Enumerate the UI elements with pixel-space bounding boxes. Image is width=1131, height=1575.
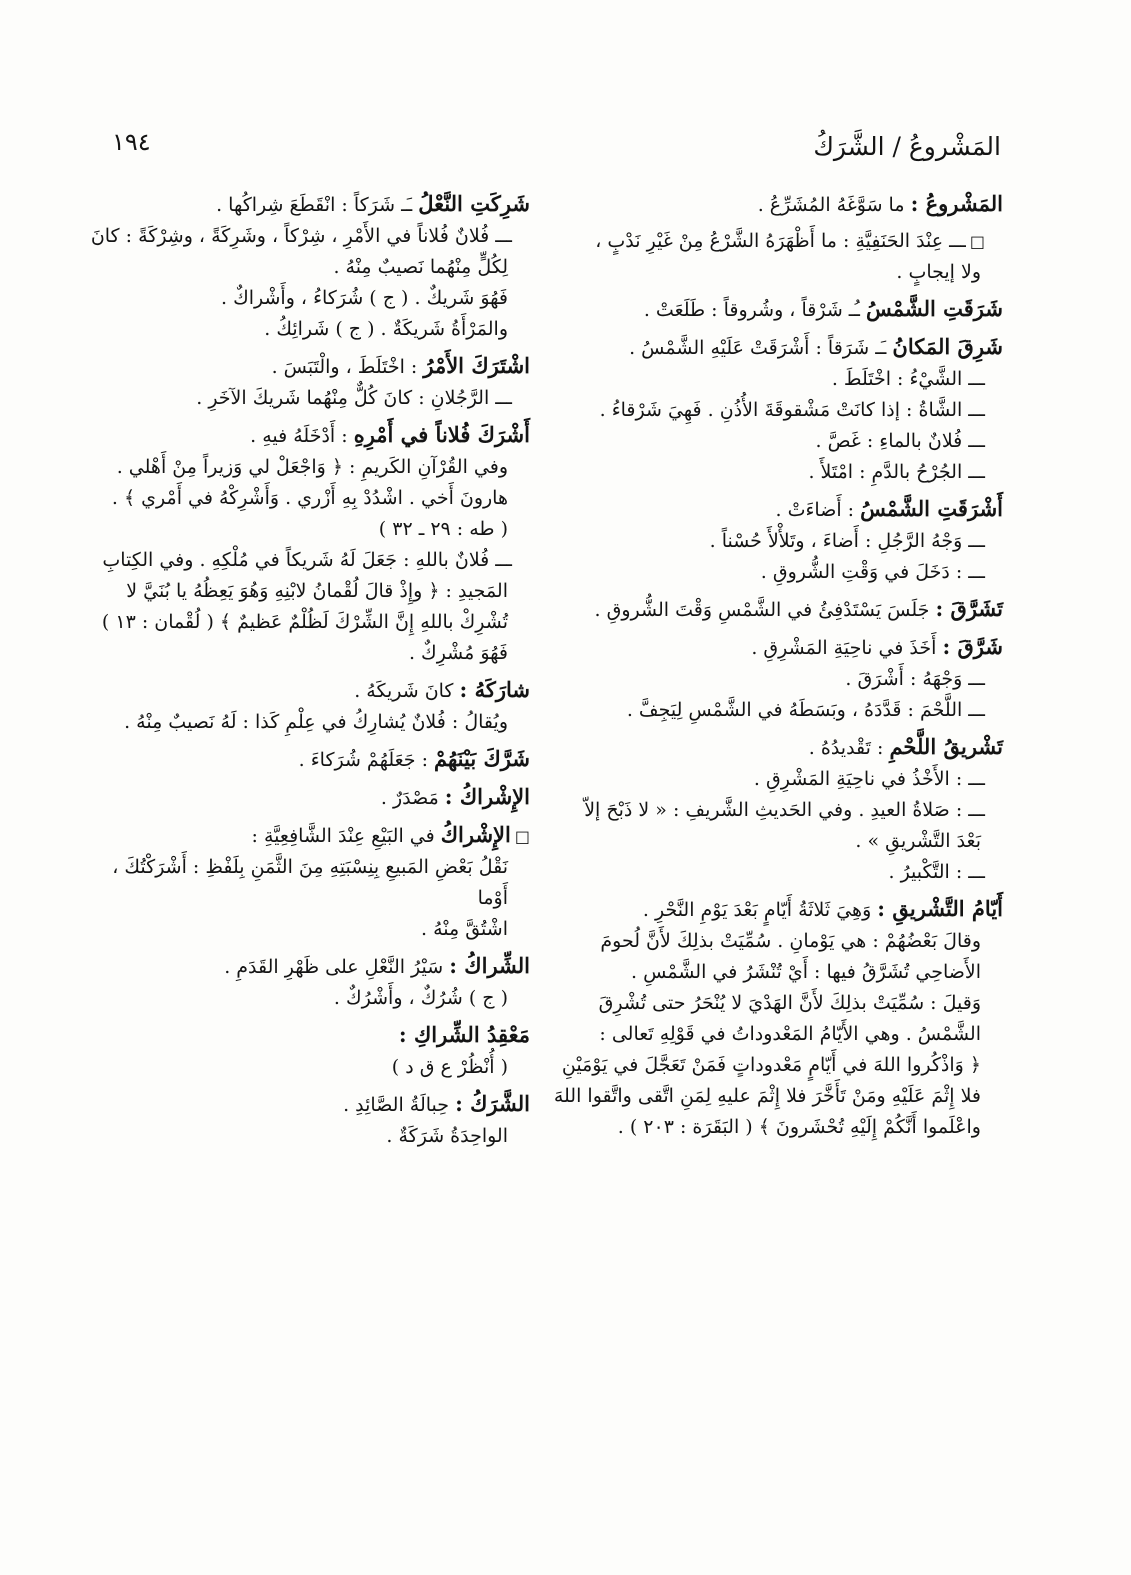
definition-text: ـــ عِنْدَ الحَنَفِيَّةِ : ما أَظْهَرَهُ الشَّرْعُ مِنْ غَيْرِ نَدْبٍ ، xyxy=(595,230,966,252)
definition-text: بَعْدَ التَّشْريقِ » . xyxy=(855,830,981,852)
entry-line xyxy=(78,350,530,383)
definition-text: ـــ : صَلاةُ العيدِ . وفي الحَديثِ الشَّريفِ : « لا ذَبْحَ إلاّ xyxy=(584,799,985,821)
entry-line xyxy=(78,852,530,914)
definition-text: ـــ اللَّحْمَ : قَدَّدَهُ ، وبَسَطَهُ في الشَّمْسِ لِيَجِفَّ . xyxy=(626,699,985,721)
entry-line xyxy=(78,1121,530,1152)
entry-line xyxy=(78,514,530,545)
definition-text: ـــ الشَّاةُ : إذا كانَتْ مَشْقوقَةَ الأُذُنِ . فَهِيَ شَرْقاءُ . xyxy=(599,399,985,421)
entry-line xyxy=(78,743,530,776)
page-header xyxy=(0,128,1131,172)
entry-line xyxy=(78,1052,530,1083)
entry-line xyxy=(78,383,530,414)
entry-line xyxy=(78,914,530,945)
entry-line xyxy=(78,483,530,514)
headword: الشِّراكُ : xyxy=(449,953,530,978)
dictionary-entry xyxy=(553,188,1003,221)
dictionary-entry xyxy=(553,493,1003,588)
entry-line xyxy=(78,1019,530,1052)
definition-text: ـــ الجُرْحُ بالدَّمِ : امْتَلأَ . xyxy=(808,461,985,483)
definition-text: ـــ فُلانٌ باللهِ : جَعَلَ لَهُ شَريكاً في مُلْكِهِ . وفي الكِتابِ xyxy=(102,549,512,571)
dictionary-entry xyxy=(78,188,530,345)
dictionary-entry xyxy=(78,743,530,776)
headword: الشَّرَكُ : xyxy=(455,1091,530,1116)
entry-line xyxy=(553,226,1003,257)
entry-line xyxy=(553,695,1003,726)
definition-text: كانَ شَريكَهُ . xyxy=(354,680,460,702)
definition-text: وفي القُرْآنِ الكَريمِ : ﴿ وَاجْعَلْ لي وَزيراً مِنْ أَهْلي . xyxy=(116,456,508,478)
headword: شَرِكَتِ النَّعْلُ xyxy=(418,191,530,216)
entry-line xyxy=(553,426,1003,457)
definition-text: مَصْدَرٌ . xyxy=(380,787,445,809)
definition-text: وَهِيَ ثَلاثَةُ أَيّامٍ بَعْدَ يَوْمِ النَّحْرِ . xyxy=(642,899,878,921)
dictionary-entry xyxy=(553,631,1003,726)
square-marker-icon: □ xyxy=(969,232,985,251)
entry-line xyxy=(553,664,1003,695)
dictionary-entry xyxy=(78,1019,530,1083)
dictionary-entry xyxy=(78,1088,530,1152)
definition-text: الواحِدَةُ شَرَكَةٌ . xyxy=(386,1125,508,1147)
definition-text: ـــ فُلانٌ فُلاناً في الأَمْرِ ، شِرْكاً ، وشَرِكَةً ، وشِرْكَةً : كانَ xyxy=(90,225,512,247)
entry-line xyxy=(553,526,1003,557)
headword: شَرَّقَ : xyxy=(942,634,1003,659)
definition-text: هارونَ أَخي . اشْدُدْ بِهِ أَزْري . وَأَشْرِكْهُ في أَمْري ﴾ . xyxy=(111,487,508,509)
headword: الإِشْراكُ : xyxy=(444,784,530,809)
entry-line xyxy=(78,781,530,814)
headword: أَشْرَكَ فُلاناً في أَمْرِهِ xyxy=(353,422,530,447)
definition-text: : تَقْديدُهُ . xyxy=(808,737,890,759)
definition-text: ـَـ شَرَقاً : أَشْرَقَتْ عَلَيْهِ الشَّمْسُ . xyxy=(629,337,893,359)
entry-line xyxy=(78,283,530,314)
entry-line xyxy=(553,957,1003,988)
definition-text: حِبالَةُ الصَّائِدِ . xyxy=(343,1094,456,1116)
entry-line xyxy=(553,293,1003,326)
entry-line xyxy=(553,988,1003,1019)
entry-line xyxy=(553,1019,1003,1050)
entry-line xyxy=(553,395,1003,426)
definition-text: أَخَذَ في ناحِيَةِ المَشْرِقِ . xyxy=(751,637,943,659)
definition-text: ـــ وَجْهُ الرَّجُلِ : أَضاءَ ، وتَلأْلأَ حُسْناً . xyxy=(709,530,985,552)
dictionary-entry xyxy=(78,419,530,669)
entry-line xyxy=(553,731,1003,764)
dictionary-entry xyxy=(78,674,530,738)
entry-line xyxy=(553,764,1003,795)
entry-line xyxy=(78,983,530,1014)
headword: المَشْروعُ : xyxy=(910,191,1003,216)
dictionary-entry xyxy=(553,731,1003,888)
definition-text: فَهُوَ مُشْرِكٌ . xyxy=(408,642,508,664)
headword: الإِشْراكُ xyxy=(440,822,511,847)
entry-line xyxy=(553,857,1003,888)
entry-line xyxy=(553,364,1003,395)
headword: شَرَقَتِ الشَّمْسُ xyxy=(865,296,1003,321)
entry-line xyxy=(553,593,1003,626)
definition-text: واعْلَموا أَنَّكُمْ إِلَيْهِ تُحْشَرونَ ﴾ ( البَقَرَة : ٢٠٣ ) . xyxy=(617,1116,981,1138)
page-number: ١٩٤ xyxy=(112,128,151,156)
entry-line xyxy=(553,926,1003,957)
definition-text: ـــ : دَخَلَ في وَقْتِ الشُّروقِ . xyxy=(760,561,985,583)
definition-text: فَهُوَ شَريكٌ . ( ج ) شُرَكاءُ ، وأَشْراكٌ . xyxy=(221,287,508,309)
entry-line xyxy=(78,1088,530,1121)
entry-line xyxy=(78,252,530,283)
entry-line xyxy=(78,545,530,576)
definition-text: الأَضاحِي تُشَرَّقُ فيها : أَيْ تُنْشَرُ في الشَّمْسِ . xyxy=(631,961,981,983)
definition-text: ( طه : ٢٩ ـ ٣٢ ) xyxy=(378,518,508,540)
entry-line xyxy=(553,1112,1003,1143)
definition-text: اشْتُقَّ مِنْهُ . xyxy=(421,918,508,940)
left-column xyxy=(78,188,530,1157)
definition-text: ـــ الشَّيْءُ : اخْتَلَطَ . xyxy=(831,368,985,390)
entry-line xyxy=(78,674,530,707)
entry-line xyxy=(553,631,1003,664)
dictionary-entry xyxy=(78,781,530,814)
entry-line xyxy=(78,607,530,638)
entry-line xyxy=(78,314,530,345)
headword: تَشْريقُ اللَّحْمِ xyxy=(889,734,1003,759)
definition-text: ـــ : الأَخْذُ في ناحِيَةِ المَشْرِقِ . xyxy=(753,768,985,790)
entry-line xyxy=(78,419,530,452)
headword: تَشَرَّقَ : xyxy=(935,596,1003,621)
definition-text: ( ج ) شُرُكٌ ، وأَشْرُكٌ . xyxy=(333,987,508,1009)
entry-line xyxy=(78,707,530,738)
definition-text: في البَيْعِ عِنْدَ الشَّافِعِيَّةِ : xyxy=(251,825,441,847)
entry-line xyxy=(78,638,530,669)
dictionary-entry xyxy=(78,950,530,1014)
definition-text: سَيْرُ النَّعْلِ على ظَهْرِ القَدَمِ . xyxy=(224,956,450,978)
definition-text: ما سَوَّغَهُ المُشَرِّعُ . xyxy=(757,194,911,216)
dictionary-entry xyxy=(553,226,1003,288)
entry-line xyxy=(78,221,530,252)
headword: شَرَّكَ بَيْنَهُمْ xyxy=(434,746,530,771)
definition-text: الشَّمْسُ . وهي الأَيّامُ المَعْدوداتُ في قَوْلِهِ تَعالى : xyxy=(599,1023,981,1045)
headword: أَشْرَقَتِ الشَّمْسُ xyxy=(860,496,1003,521)
entry-line xyxy=(553,826,1003,857)
entry-line xyxy=(553,1081,1003,1112)
definition-text: ـــ وَجْهَهُ : أَشْرَقَ . xyxy=(845,668,985,690)
headword: اشْتَرَكَ الأَمْرُ xyxy=(423,353,530,378)
definition-text: ـــ فُلانٌ بالماءِ : غَصَّ . xyxy=(815,430,985,452)
dictionary-entry xyxy=(553,331,1003,488)
definition-text: : جَعَلَهُمْ شُرَكاءَ . xyxy=(298,749,435,771)
entry-line xyxy=(78,452,530,483)
entry-line xyxy=(553,795,1003,826)
definition-text: والمَرْأَةُ شَريكَةٌ . ( ج ) شَرائِكُ . xyxy=(264,318,508,340)
definition-text: نَقْلُ بَعْضِ المَبيعِ بِنِسْبَتِهِ مِنَ الثَّمَنِ بِلَفْظِ : أَشْرَكْتُكَ ، أَوْما xyxy=(112,856,508,909)
definition-text: : أَدْخَلَهُ فيهِ . xyxy=(250,425,354,447)
dictionary-entry xyxy=(553,293,1003,326)
definition-text: ﴿ وَاذْكُروا اللهَ في أَيّامٍ مَعْدوداتٍ فَمَنْ تَعَجَّلَ في يَوْمَيْنِ xyxy=(561,1054,981,1076)
definition-text: ـُـ شَرْقاً ، وشُروقاً : طَلَعَتْ . xyxy=(643,299,866,321)
definition-text: ولا إيجابٍ . xyxy=(896,261,981,283)
entry-line xyxy=(553,331,1003,364)
definition-text: ويُقالُ : فُلانٌ يُشارِكُ في عِلْمِ كَذا : لَهُ نَصيبٌ مِنْهُ . xyxy=(124,711,508,733)
definition-text: : أَضاءَتْ . xyxy=(775,499,861,521)
definition-text: وقالَ بَعْضُهُمْ : هي يَوْمانِ . سُمِّيَتْ بذلِكَ لأَنَّ لُحومَ xyxy=(600,930,981,952)
entry-line xyxy=(78,188,530,221)
entry-line xyxy=(78,576,530,607)
headword: شارَكَهُ : xyxy=(459,677,530,702)
headword: أَيّامُ التَّشْريقِ : xyxy=(877,896,1003,921)
headword: مَعْقِدُ الشِّراكِ : xyxy=(398,1022,530,1047)
entry-line xyxy=(553,188,1003,221)
definition-text: فلا إِثْمَ عَلَيْهِ ومَنْ تَأَخَّرَ فلا إِثْمَ عليهِ لِمَنِ اتَّقى واتَّقوا اللهَ xyxy=(553,1085,981,1107)
definition-text: وَقيلَ : سُمِّيَتْ بذلِكَ لأَنَّ الهَدْيَ لا يُنْحَرُ حتى تُشْرِقَ xyxy=(598,992,981,1014)
entry-line xyxy=(553,257,1003,288)
definition-text: جَلَسَ يَسْتَدْفِئُ في الشَّمْسِ وَقْتَ الشُّروقِ . xyxy=(594,599,936,621)
definition-text: لِكُلٍّ مِنْهُما نَصيبٌ مِنْهُ . xyxy=(333,256,508,278)
square-marker-icon: □ xyxy=(514,827,530,846)
entry-line xyxy=(553,893,1003,926)
definition-text: المَجيدِ : ﴿ وإِذْ قالَ لُقْمانُ لابْنِهِ وَهُوَ يَعِظُهُ يا بُنَيَّ لا xyxy=(126,580,508,602)
entry-line xyxy=(553,493,1003,526)
definition-text: ـــ الرَّجُلانِ : كانَ كُلٌّ مِنْهُما شَريكَ الآخَرِ . xyxy=(196,387,512,409)
definition-text: ( أُنْظُرْ ع ق د ) xyxy=(391,1056,508,1078)
definition-text: ـَـ شَرَكاً : انْقَطَعَ شِراكُها . xyxy=(216,194,419,216)
right-column xyxy=(553,188,1003,1148)
entry-line xyxy=(78,950,530,983)
headword: شَرِقَ المَكانُ xyxy=(892,334,1003,359)
entry-line xyxy=(553,457,1003,488)
entry-line xyxy=(78,819,530,852)
entry-line xyxy=(553,557,1003,588)
definition-text: ـــ : التَّكْبيرُ . xyxy=(888,861,985,883)
entry-line xyxy=(553,1050,1003,1081)
dictionary-entry xyxy=(553,893,1003,1143)
definition-text: تُشْرِكْ باللهِ إِنَّ الشِّرْكَ لَظُلْمٌ عَظيمٌ ﴾ ( لُقْمان : ١٣ ) xyxy=(101,611,508,633)
dictionary-entry xyxy=(553,593,1003,626)
definition-text: : اخْتَلَطَ ، والْتَبَسَ . xyxy=(271,356,424,378)
page-title: المَشْروعُ / الشَّرَكُ xyxy=(813,132,1001,161)
dictionary-entry xyxy=(78,819,530,945)
dictionary-entry xyxy=(78,350,530,414)
